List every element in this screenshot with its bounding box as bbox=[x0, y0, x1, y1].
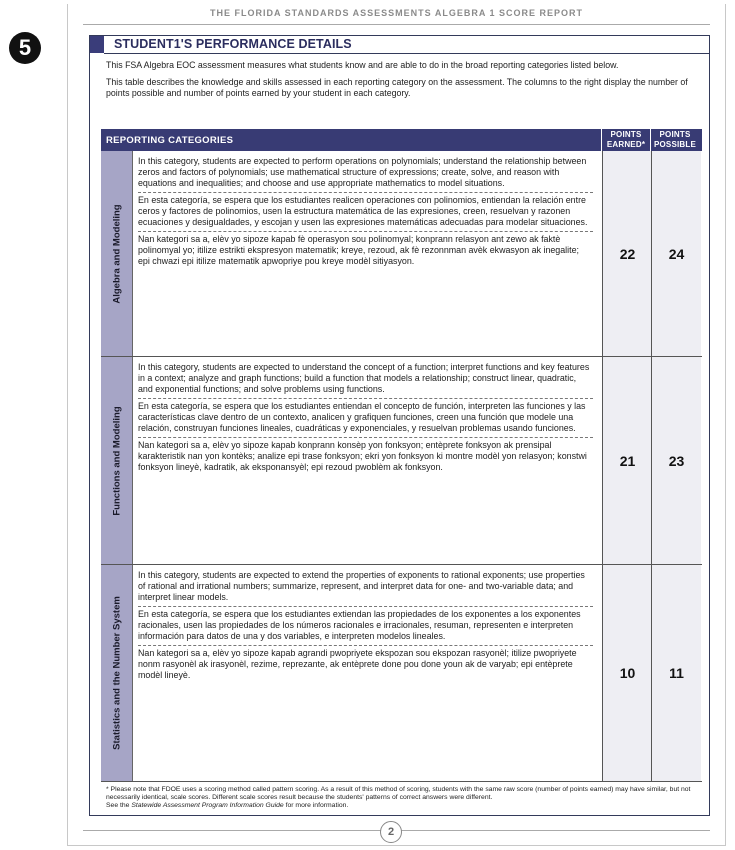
section-title: STUDENT1'S PERFORMANCE DETAILS bbox=[114, 37, 352, 51]
footnote-suffix: for more information. bbox=[283, 802, 349, 809]
description-spanish: En esta categoría, se espera que los estudiantes entiendan el concepto de función, interpreten las funciones y las características clave dentro de un contexto, analicen y grafiquen funciones, creen una función que modele una relación, construyan funciones lineales, cuadráticas y exponenciales, y resuelvan problemas usando funciones. bbox=[138, 398, 593, 437]
description-spanish: En esta categoría, se espera que los estudiantes extiendan las propiedades de los exponentes a los exponentes racionales, usen las propiedades de los números racionales e irracionales, resuman, representen e interpreten información para datos de una y dos variables, e interpreten modelos lineales. bbox=[138, 606, 593, 645]
category-row-algebra bbox=[101, 151, 702, 357]
category-name: Functions and Modeling bbox=[111, 405, 122, 516]
category-label bbox=[101, 151, 133, 356]
description-english: In this category, students are expected to understand the concept of a function; interpret functions and key features in a context; analyze and graph functions; build a function that models a relationship; construct linear, quadratic, and exponential functions; and solve problems using functions. bbox=[138, 362, 590, 394]
points-possible-value: 24 bbox=[668, 245, 685, 262]
points-possible-cell bbox=[651, 151, 701, 356]
points-earned-cell bbox=[602, 151, 652, 356]
header-divider bbox=[83, 24, 710, 25]
intro-paragraph-1: This FSA Algebra EOC assessment measures what students know and are able to do in the broad reporting categories listed below. bbox=[106, 60, 619, 70]
intro-paragraph-2: This table describes the knowledge and skills assessed in each reporting category on the assessment. The columns to the right display the number of points possible and number of points earned by your student in each category. bbox=[106, 77, 688, 98]
step-number-badge: 5 bbox=[9, 32, 41, 64]
points-earned-value: 10 bbox=[619, 665, 636, 681]
category-name: Statistics and the Number System bbox=[111, 596, 122, 750]
footnote-text: * Please note that FDOE uses a scoring method called pattern scoring. As a result of this method of scoring, students with the same raw score (number of points earned) may have similar, but not necessarily identical, scale scores. Different scale scores result because the students' patterns of correct answers were different. bbox=[106, 786, 691, 801]
description-haitian-creole: Nan kategori sa a, elèv yo sipoze kapab konprann konsèp yon fonksyon; entèprete fonksyon ak prensipal karakteristik nan yon kontèks; analize epi trase fonksyon; ekri yon fonksyon ki montre modèl yon relasyon; konstwi fonksyon lineyè, kadratik, ak eksponansyèl; epi rezoud pwoblèm ak fonksyon. bbox=[138, 437, 593, 476]
description-english: In this category, students are expected to perform operations on polynomials; understand the relationship between zeros and factors of polynomials; use mathematical structure of expressions; create, solve, and reason with equations and inequalities; and choose and use appropriate mathematics to model situations. bbox=[138, 156, 587, 188]
section-marker bbox=[90, 36, 104, 53]
page-number: 2 bbox=[380, 821, 402, 843]
footnote-prefix: See the bbox=[106, 802, 132, 809]
information-guide-title: Statewide Assessment Program Information Guide bbox=[131, 802, 284, 809]
report-page bbox=[67, 4, 726, 846]
description-english: In this category, students are expected to extend the properties of exponents to rational exponents; use properties of rational and irrational numbers; summarize, represent, and interpret data for one- and two-variable data; and interpret linear models. bbox=[138, 570, 585, 602]
category-description bbox=[138, 568, 593, 684]
points-possible-value: 23 bbox=[668, 452, 685, 469]
category-label bbox=[101, 565, 133, 781]
performance-details-box bbox=[89, 35, 710, 816]
points-possible-cell bbox=[651, 565, 701, 781]
footnote-reference bbox=[106, 802, 706, 810]
points-earned-value: 22 bbox=[619, 245, 636, 262]
description-spanish: En esta categoría, se espera que los estudiantes realicen operaciones con polinomios, entiendan la relación entre ceros y factores de polinomios, usen la estructura matemática de las expresiones, creen, resuelvan y razonen ecuaciones y desigualdades, y escojan y usen las expresiones matemáticas adecuadas para modelar situaciones. bbox=[138, 192, 593, 231]
header-reporting-categories: REPORTING CATEGORIES bbox=[106, 135, 234, 146]
header-points-possible: POINTS POSSIBLE bbox=[653, 130, 697, 149]
category-description bbox=[138, 360, 593, 476]
footnote bbox=[106, 786, 706, 810]
points-earned-value: 21 bbox=[619, 452, 636, 469]
points-possible-cell bbox=[651, 357, 701, 564]
title-divider bbox=[104, 53, 709, 54]
points-earned-cell bbox=[602, 357, 652, 564]
header-points-earned: POINTS EARNED* bbox=[606, 130, 646, 149]
category-name: Algebra and Modeling bbox=[111, 203, 122, 304]
description-haitian-creole: Nan kategori sa a, elèv yo sipoze kapab fè operasyon sou polinomyal; konprann relasyon ant zewo ak faktè polinomyal yo; itilize estrikti ekspresyon matematik; kreye, rezoud, ak fè rezonnman avèk ekwasyon ak inegalite; epi chwazi epi itilize matematik apwopriye pou kreye modèl sitiyasyon. bbox=[138, 231, 593, 270]
category-row-statistics bbox=[101, 565, 702, 782]
table-header bbox=[101, 129, 702, 151]
points-earned-cell bbox=[602, 565, 652, 781]
category-label bbox=[101, 357, 133, 564]
report-header-title: THE FLORIDA STANDARDS ASSESSMENTS ALGEBRA 1 SCORE REPORT bbox=[209, 8, 584, 18]
category-row-functions bbox=[101, 357, 702, 565]
points-possible-value: 11 bbox=[669, 665, 684, 681]
category-description bbox=[138, 154, 593, 270]
description-haitian-creole: Nan kategori sa a, elèv yo sipoze kapab agrandi pwopriyete ekspozan sou ekspozan rasyonèl; itilize pwopriyete nonm rasyonèl ak irasyonèl, rezime, reprezante, ak entèprete done pou done youn ak de varyab; epi entèprete modèl lineyè. bbox=[138, 645, 593, 684]
